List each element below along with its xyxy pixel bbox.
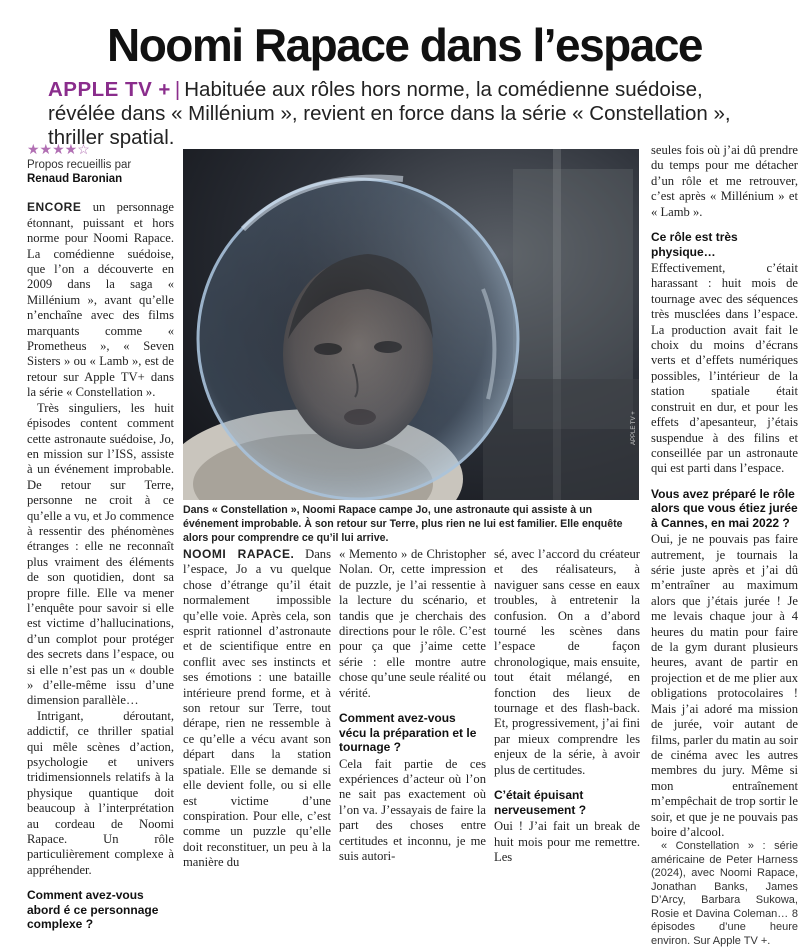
rating-stars: ★★★★☆ [27, 143, 90, 158]
article-column-3 [339, 547, 486, 864]
interview-question: Vous avez préparé le rôle alors que vous étiez jurée à Cannes, en mai 2022 ? [651, 486, 798, 530]
answer-paragraph: NOOMI RAPACE. Dans l’espace, Jo a vu quelque chose d’étrange qu’il était normalement impossible qu’elle voie. Après cela, son esprit rationnel d’astronaute et de scientifique entre en conflit avec ses instincts et ses émotions : une bataille intérieure prend forme, et à son retour sur Terre, tout dérape, rien ne ressemble à ce qu’elle a vécu avant son départ dans la station spatiale. Elle se demande si elle devient folle, ou si elle est victime d’une conspiration. Pour elle, c’est comme un puzzle qu’elle doit reconstituer, un peu à la manière du [183, 547, 331, 870]
byline-author: Renaud Baronian [27, 173, 123, 186]
paragraph: sé, avec l’accord du créateur et des réalisateurs, à naviguer sans cesse en eaux troubles, à entretenir la confusion. On a d’abord tourné les scènes dans l’espace de façon chronologique, mais ensuite, tout était mélangé, en fonction des lieux de tournage et des flash-back. Et, progressivement, j’ai fini par mieux comprendre les enjeux de la série, à avoir plus de certitudes. [494, 547, 640, 777]
paragraph: Effectivement, c’était harassant : huit mois de tournage avec des séquences très musclées dans l’espace. La production avait fait le choix du moins d’écrans verts et d’effets numériques possibles, l’intérieur de la station spatiale était construit en dur, et pour les effets d’apesanteur, j’étais suspendue à des filins et conseillée par un astronaute qui est parti dans l’espace. [651, 261, 798, 476]
interview-question: Ce rôle est très physique… [651, 230, 738, 259]
interview-question: C’était épuisant nerveusement ? [494, 788, 587, 817]
paragraph: « Memento » de Christopher Nolan. Or, cette impression de puzzle, je l’ai ressentie à la lecture du scénario, et tandis que je cherchais des directions pour le rôle. C’est pour ça que j’aime cette série : elle montre autre chose qu’une seule réalité ou vérité. [339, 547, 486, 700]
photo-credit: APPLE TV + [631, 411, 637, 445]
paragraph: Oui ! J’ai fait un break de huit mois pour me remettre. Les [494, 819, 640, 864]
interview-question: Comment avez-vous vécu la préparation et le tournage ? [339, 711, 477, 755]
article-column-4 [494, 547, 640, 865]
series-footnote: « Constellation » : série américaine de Peter Harness (2024), avec Noomi Rapace, Jonathan Banks, James D’Arcy, Barbara Sukowa, Rosie et Davina Coleman… 8 épisodes d’une heure environ. Sur Apple TV +. [651, 840, 798, 947]
astronaut-photo-illustration [183, 149, 639, 500]
paragraph: Très singuliers, les huit épisodes content comment cette astronaute suédoise, Jo, en mission sur l’ISS, assiste à un événement improbable. De retour sur Terre, personne ne croit à ce qu’elle a vu, et Jo commence à ressentir des phénomènes étranges : elle ne reconnaît plus vraiment des éléments de son quotidien, dont sa propre fille. Elle va mener l’enquête pour savoir si elle est victime d’hallucinations, d’un complot pour protéger des secrets dans l’espace, ou si elle n’est pas un « double » d’elle-même issu d’une dimension parallèle… [27, 400, 174, 708]
byline-label: Propos recueillis par [27, 159, 132, 172]
paragraph: seules fois où j’ai dû prendre du temps pour me détacher d’un rôle et me retrouver, c’est après « Millénium » et « Lamb ». [651, 143, 798, 219]
photo-caption: Dans « Constellation », Noomi Rapace campe Jo, une astronaute qui assiste à un événement improbable. À son retour sur Terre, plus rien ne lui est familier. Elle enquête alors pour comprendre ce qu’il lui arrive. [183, 504, 623, 544]
paragraph: Oui, je ne pouvais pas faire autrement, je tournais la série juste après et j’ai dû m’entraîner au maximum alors que j’étais jurée ! Je me levais chaque jour à 4 heures du matin pour faire de la gym durant plusieurs heures, avant de partir en projection et de me plier aux obligations protocolaires ! Mais j’ai adoré ma mission de jurée, voir autant de films, parler du matin au soir de cinéma avec les autres membres du jury. Même si mon entraînement m’empêchait de trop sortir le soir, et que je ne pouvais pas boire d’alcool. [651, 532, 798, 839]
standfirst [48, 78, 773, 150]
article-photo [183, 149, 639, 500]
article-column-5 [651, 143, 798, 948]
kicker-separator: | [174, 78, 181, 101]
standfirst-text: Habituée aux rôles hors norme, la comédienne suédoise, révélée dans « Millénium », revient en force dans la série « Constellation », thriller spatial. [48, 78, 731, 149]
kicker-label: APPLE TV + [48, 78, 171, 101]
lead-name: NOOMI RAPACE. [183, 547, 295, 561]
article-column-2 [183, 547, 331, 871]
lead-word: ENCORE [27, 200, 82, 215]
interview-question: Comment avez-vous abord é ce personnage complexe ? [27, 888, 159, 932]
intro-paragraph: ENCORE un personnage étonnant, puissant et hors norme pour Noomi Rapace. La comédienne suédoise, que l’on a découverte en 2009 dans la saga « Millénium », avant qu’elle n’enchaîne avec des films marquants comme « Prometheus », « Seven Sisters » ou « Lamb », est de retour sur Apple TV+ dans la série « Constellation ». [27, 200, 174, 400]
paragraph: Intrigant, déroutant, addictif, ce thriller spatial qui mêle scènes d’action, psychologie et univers tridimensionnels relatifs à la physique quantique doit beaucoup à l’interprétation au cordeau de Noomi Rapace. Un rôle particulièrement complexe à appréhender. [27, 708, 174, 877]
headline: Noomi Rapace dans l’espace [106, 19, 703, 71]
paragraph: Cela fait partie de ces expériences d’acteur où l’on ne sait pas exactement où l’on va. J’essayais de faire la part des choses entre certitudes et inconnu, je me suis autori- [339, 756, 486, 863]
article-column-1 [27, 143, 174, 934]
byline [27, 158, 174, 186]
